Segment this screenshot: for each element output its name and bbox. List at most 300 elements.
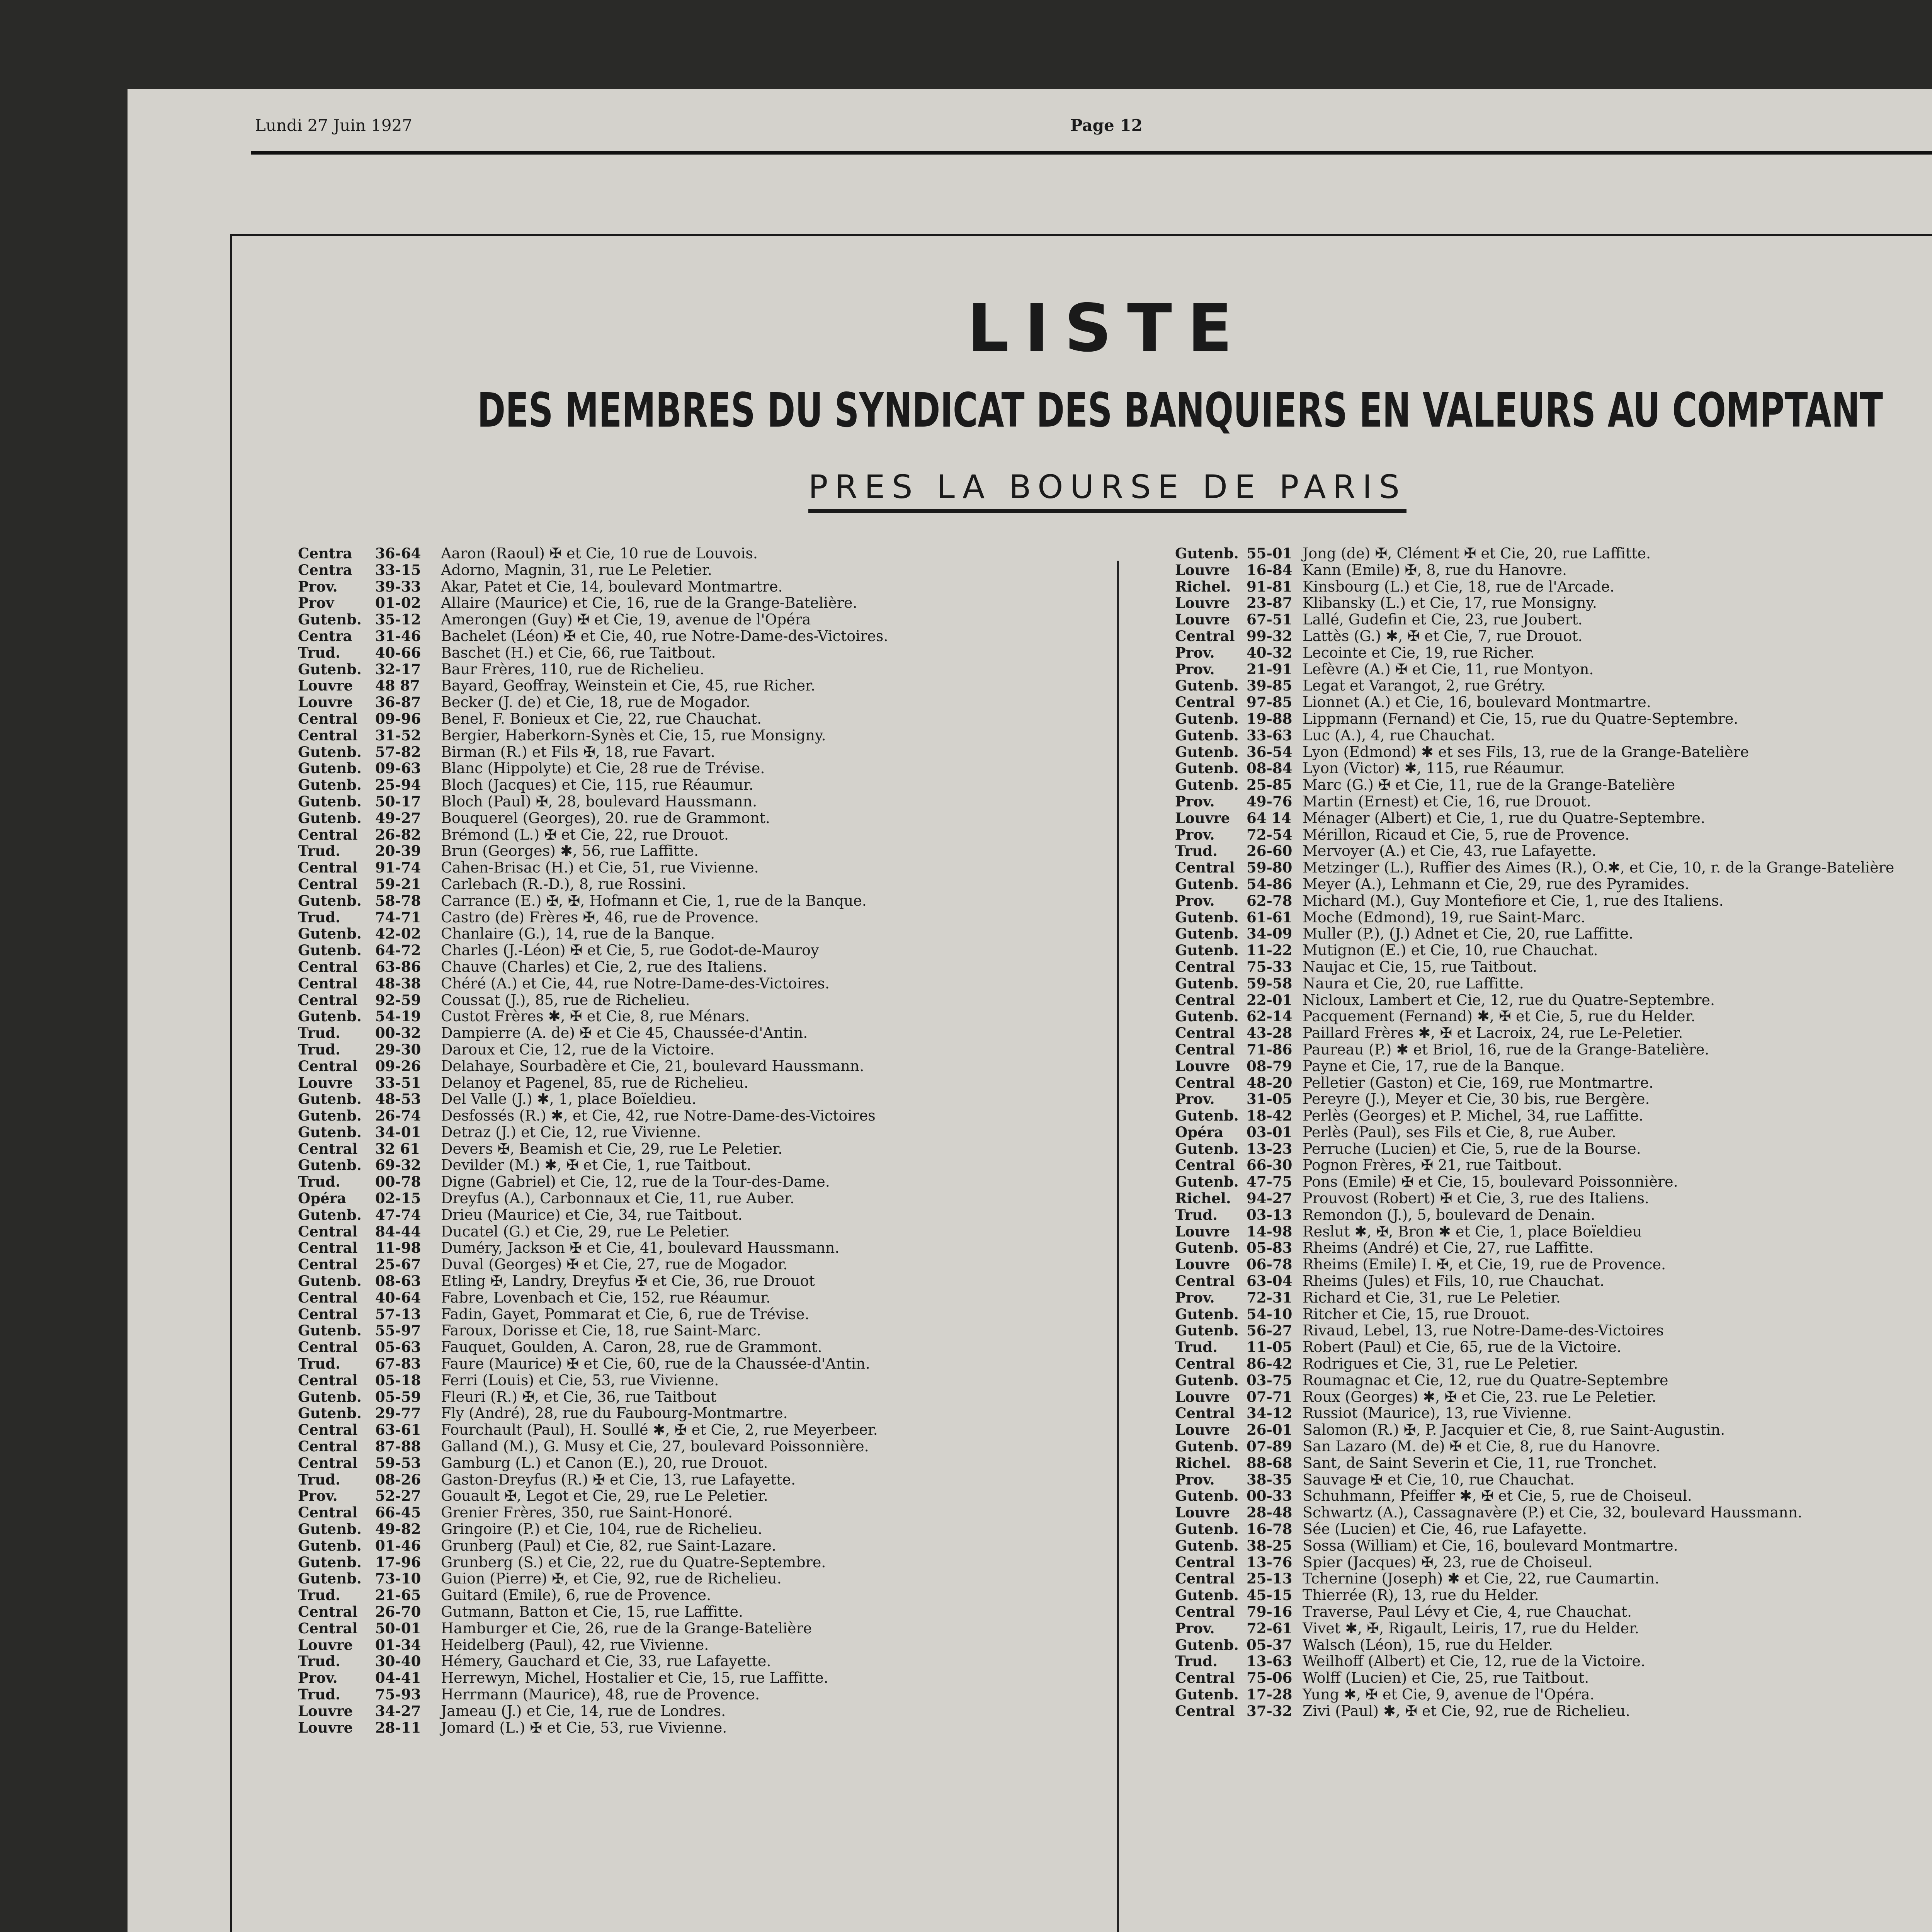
member-name: Reslut ✱, ✠, Bron ✱ et Cie, 1, place Boïeldieu bbox=[1303, 1223, 1642, 1240]
member-row bbox=[1175, 1256, 1932, 1273]
member-name: Ferri (Louis) et Cie, 53, rue Vivienne. bbox=[441, 1372, 719, 1389]
member-phone: 66-45 bbox=[375, 1504, 421, 1521]
member-name: Gringoire (P.) et Cie, 104, rue de Richelieu. bbox=[441, 1521, 762, 1537]
member-name: Meyer (A.), Lehmann et Cie, 29, rue des Pyramides. bbox=[1303, 876, 1690, 893]
member-exchange: Gutenb. bbox=[1175, 545, 1239, 562]
member-exchange: Louvre bbox=[298, 1636, 353, 1653]
member-row bbox=[1175, 909, 1932, 926]
member-exchange: Gutenb. bbox=[1175, 1372, 1239, 1389]
member-exchange: Gutenb. bbox=[298, 810, 362, 827]
member-row bbox=[1175, 1355, 1932, 1372]
member-name: Fauquet, Goulden, A. Caron, 28, rue de Grammont. bbox=[441, 1339, 822, 1356]
members-right-column bbox=[1175, 545, 1932, 1719]
member-name: Adorno, Magnin, 31, rue Le Peletier. bbox=[441, 561, 712, 578]
member-phone: 75-93 bbox=[375, 1686, 421, 1703]
member-name: Bloch (Paul) ✠, 28, boulevard Haussmann. bbox=[441, 793, 757, 810]
member-row bbox=[298, 1405, 1210, 1422]
member-exchange: Gutenb. bbox=[298, 1521, 362, 1537]
member-row bbox=[298, 975, 1210, 992]
member-phone: 52-27 bbox=[375, 1488, 421, 1505]
member-exchange: Prov. bbox=[1175, 826, 1215, 843]
member-phone: 92-59 bbox=[375, 992, 421, 1009]
member-phone: 00-32 bbox=[375, 1025, 421, 1041]
member-row bbox=[1175, 992, 1932, 1009]
member-name: Fadin, Gayet, Pommarat et Cie, 6, rue de Trévise. bbox=[441, 1306, 810, 1323]
member-name: Martin (Ernest) et Cie, 16, rue Drouot. bbox=[1303, 793, 1591, 810]
member-row bbox=[1175, 1289, 1932, 1306]
member-exchange: Louvre bbox=[1175, 1058, 1230, 1075]
member-name: San Lazaro (M. de) ✠ et Cie, 8, rue du Hanovre. bbox=[1303, 1438, 1660, 1455]
member-row bbox=[298, 1719, 1210, 1736]
member-name: Spier (Jacques) ✠, 23, rue de Choiseul. bbox=[1303, 1554, 1593, 1571]
member-phone: 47-74 bbox=[375, 1206, 421, 1223]
member-row bbox=[298, 645, 1210, 661]
member-phone: 48-20 bbox=[1247, 1074, 1293, 1091]
member-exchange: Richel. bbox=[1175, 1454, 1231, 1471]
member-exchange: Gutenb. bbox=[1175, 909, 1239, 926]
member-exchange: Gutenb. bbox=[298, 743, 362, 760]
member-exchange: Centra bbox=[298, 545, 352, 562]
title-liste: LISTE bbox=[967, 290, 1248, 367]
member-name: Thierrée (R), 13, rue du Helder. bbox=[1303, 1587, 1539, 1604]
member-exchange: Central bbox=[298, 1140, 358, 1157]
member-row bbox=[298, 1190, 1210, 1207]
member-row bbox=[298, 1339, 1210, 1355]
member-phone: 58-78 bbox=[375, 892, 421, 909]
member-phone: 50-01 bbox=[375, 1620, 421, 1637]
member-row bbox=[1175, 1207, 1932, 1223]
member-name: Lattès (G.) ✱, ✠ et Cie, 7, rue Drouot. bbox=[1303, 628, 1583, 645]
member-name: Remondon (J.), 5, boulevard de Denain. bbox=[1303, 1206, 1595, 1223]
member-row bbox=[1175, 1025, 1932, 1041]
member-exchange: Central bbox=[1175, 1702, 1235, 1719]
member-row bbox=[298, 893, 1210, 909]
member-exchange: Trud. bbox=[1175, 1653, 1218, 1670]
member-phone: 08-79 bbox=[1247, 1058, 1293, 1075]
members-left-column bbox=[298, 545, 1210, 1736]
member-name: Mérillon, Ricaud et Cie, 5, rue de Provence. bbox=[1303, 826, 1630, 843]
member-name: Legat et Varangot, 2, rue Grétry. bbox=[1303, 677, 1546, 694]
member-phone: 56-27 bbox=[1247, 1322, 1293, 1339]
member-row bbox=[298, 677, 1210, 694]
member-name: Kann (Emile) ✠, 8, rue du Hanovre. bbox=[1303, 561, 1567, 578]
member-row bbox=[298, 1686, 1210, 1703]
member-name: Coussat (J.), 85, rue de Richelieu. bbox=[441, 992, 690, 1009]
member-row bbox=[298, 1554, 1210, 1571]
member-name: Rivaud, Lebel, 13, rue Notre-Dame-des-Victoires bbox=[1303, 1322, 1664, 1339]
member-row bbox=[298, 694, 1210, 711]
member-name: Sant, de Saint Severin et Cie, 11, rue Tronchet. bbox=[1303, 1454, 1657, 1471]
member-name: Schuhmann, Pfeiffer ✱, ✠ et Cie, 5, rue de Choiseul. bbox=[1303, 1488, 1692, 1505]
member-exchange: Central bbox=[1175, 1405, 1235, 1422]
member-phone: 34-27 bbox=[375, 1702, 421, 1719]
member-phone: 40-32 bbox=[1247, 644, 1293, 661]
member-name: Mervoyer (A.) et Cie, 43, rue Lafayette. bbox=[1303, 843, 1597, 860]
member-row bbox=[298, 793, 1210, 810]
member-row bbox=[298, 1173, 1210, 1190]
member-phone: 03-13 bbox=[1247, 1206, 1293, 1223]
member-name: Custot Frères ✱, ✠ et Cie, 8, rue Ménars. bbox=[441, 1008, 750, 1025]
member-phone: 16-78 bbox=[1247, 1521, 1293, 1537]
member-phone: 05-59 bbox=[375, 1388, 421, 1405]
member-exchange: Gutenb. bbox=[298, 1554, 362, 1571]
member-name: Walsch (Léon), 15, rue du Helder. bbox=[1303, 1636, 1553, 1653]
member-name: Sée (Lucien) et Cie, 46, rue Lafayette. bbox=[1303, 1521, 1587, 1537]
member-phone: 26-01 bbox=[1247, 1422, 1293, 1439]
member-phone: 08-63 bbox=[375, 1273, 421, 1289]
member-row bbox=[298, 992, 1210, 1009]
member-row bbox=[1175, 1703, 1932, 1719]
member-name: Rheims (Emile) I. ✠, et Cie, 19, rue de Provence. bbox=[1303, 1256, 1666, 1273]
member-phone: 62-78 bbox=[1247, 892, 1293, 909]
member-phone: 13-76 bbox=[1247, 1554, 1293, 1571]
member-name: Marc (G.) ✠ et Cie, 11, rue de la Grange-Batelière bbox=[1303, 777, 1675, 793]
member-exchange: Louvre bbox=[298, 1074, 353, 1091]
member-phone: 29-77 bbox=[375, 1405, 421, 1422]
member-row bbox=[1175, 1521, 1932, 1537]
member-row bbox=[298, 909, 1210, 926]
member-name: Hémery, Gauchard et Cie, 33, rue Lafayette. bbox=[441, 1653, 771, 1670]
member-row bbox=[1175, 1091, 1932, 1107]
member-name: Duméry, Jackson ✠ et Cie, 41, boulevard Haussmann. bbox=[441, 1240, 840, 1257]
member-name: Perlès (Paul), ses Fils et Cie, 8, rue Auber. bbox=[1303, 1124, 1616, 1141]
member-row bbox=[1175, 1670, 1932, 1686]
member-row bbox=[298, 942, 1210, 959]
member-name: Zivi (Paul) ✱, ✠ et Cie, 92, rue de Richelieu. bbox=[1303, 1702, 1630, 1719]
member-row bbox=[1175, 1570, 1932, 1587]
member-name: Michard (M.), Guy Montefiore et Cie, 1, rue des Italiens. bbox=[1303, 892, 1724, 909]
member-phone: 45-15 bbox=[1247, 1587, 1293, 1604]
member-row bbox=[298, 1207, 1210, 1223]
member-row bbox=[1175, 827, 1932, 843]
member-row bbox=[1175, 545, 1932, 562]
member-phone: 40-66 bbox=[375, 644, 421, 661]
member-exchange: Louvre bbox=[1175, 595, 1230, 612]
member-row bbox=[298, 661, 1210, 678]
member-name: Tchernine (Joseph) ✱ et Cie, 22, rue Caumartin. bbox=[1303, 1570, 1660, 1587]
member-name: Carrance (E.) ✠, ✠, Hofmann et Cie, 1, rue de la Banque. bbox=[441, 892, 867, 909]
member-name: Mutignon (E.) et Cie, 10, rue Chauchat. bbox=[1303, 942, 1598, 959]
member-phone: 59-21 bbox=[375, 876, 421, 893]
member-name: Hamburger et Cie, 26, rue de la Grange-Batelière bbox=[441, 1620, 812, 1637]
member-row bbox=[1175, 1604, 1932, 1620]
member-name: Delahaye, Sourbadère et Cie, 21, boulevard Haussmann. bbox=[441, 1058, 864, 1075]
member-phone: 01-46 bbox=[375, 1537, 421, 1554]
member-name: Grenier Frères, 350, rue Saint-Honoré. bbox=[441, 1504, 733, 1521]
member-exchange: Prov. bbox=[1175, 1289, 1215, 1306]
member-name: Pacquement (Fernand) ✱, ✠ et Cie, 5, rue du Helder. bbox=[1303, 1008, 1696, 1025]
member-row bbox=[1175, 1322, 1932, 1339]
member-row bbox=[1175, 1240, 1932, 1256]
member-phone: 08-84 bbox=[1247, 760, 1293, 777]
member-phone: 39-33 bbox=[375, 578, 421, 595]
member-phone: 02-15 bbox=[375, 1190, 421, 1207]
member-phone: 79-16 bbox=[1247, 1604, 1293, 1620]
member-row bbox=[298, 1488, 1210, 1504]
member-row bbox=[298, 1620, 1210, 1637]
member-phone: 29-30 bbox=[375, 1041, 421, 1058]
member-exchange: Trud. bbox=[298, 1653, 340, 1670]
member-name: Charles (J.-Léon) ✠ et Cie, 5, rue Godot-de-Mauroy bbox=[441, 942, 819, 959]
member-exchange: Gutenb. bbox=[298, 760, 362, 777]
member-row bbox=[298, 1306, 1210, 1323]
member-row bbox=[298, 628, 1210, 645]
member-name: Bayard, Geoffray, Weinstein et Cie, 45, rue Richer. bbox=[441, 677, 816, 694]
member-phone: 54-86 bbox=[1247, 876, 1293, 893]
member-name: Sauvage ✠ et Cie, 10, rue Chauchat. bbox=[1303, 1471, 1575, 1488]
member-phone: 72-54 bbox=[1247, 826, 1293, 843]
member-name: Yung ✱, ✠ et Cie, 9, avenue de l'Opéra. bbox=[1303, 1686, 1595, 1703]
member-name: Russiot (Maurice), 13, rue Vivienne. bbox=[1303, 1405, 1572, 1422]
member-phone: 26-82 bbox=[375, 826, 421, 843]
member-row bbox=[298, 810, 1210, 827]
member-exchange: Gutenb. bbox=[298, 892, 362, 909]
member-name: Chanlaire (G.), 14, rue de la Banque. bbox=[441, 925, 715, 942]
member-exchange: Central bbox=[298, 1438, 358, 1455]
member-row bbox=[298, 1587, 1210, 1604]
member-exchange: Gutenb. bbox=[298, 1091, 362, 1108]
member-row bbox=[298, 1124, 1210, 1141]
member-phone: 63-86 bbox=[375, 958, 421, 975]
member-row bbox=[1175, 810, 1932, 827]
member-name: Chauve (Charles) et Cie, 2, rue des Italiens. bbox=[441, 958, 767, 975]
member-phone: 97-85 bbox=[1247, 694, 1293, 711]
member-row bbox=[298, 1107, 1210, 1124]
member-exchange: Gutenb. bbox=[1175, 710, 1239, 727]
member-exchange: Trud. bbox=[298, 843, 340, 860]
member-exchange: Prov. bbox=[1175, 661, 1215, 678]
member-row bbox=[298, 859, 1210, 876]
member-phone: 26-70 bbox=[375, 1604, 421, 1620]
member-phone: 32 61 bbox=[375, 1140, 420, 1157]
member-phone: 55-01 bbox=[1247, 545, 1293, 562]
member-row bbox=[1175, 925, 1932, 942]
member-row bbox=[1175, 628, 1932, 645]
member-exchange: Central bbox=[298, 992, 358, 1009]
member-exchange: Central bbox=[298, 1422, 358, 1439]
member-exchange: Trud. bbox=[1175, 1206, 1218, 1223]
member-row bbox=[1175, 1173, 1932, 1190]
member-row bbox=[1175, 611, 1932, 628]
member-name: Paureau (P.) ✱ et Briol, 16, rue de la Grange-Batelière. bbox=[1303, 1041, 1709, 1058]
member-name: Pons (Emile) ✠ et Cie, 15, boulevard Poissonnière. bbox=[1303, 1173, 1678, 1190]
member-exchange: Gutenb. bbox=[1175, 1587, 1239, 1604]
member-name: Detraz (J.) et Cie, 12, rue Vivienne. bbox=[441, 1124, 701, 1141]
member-row bbox=[298, 1422, 1210, 1438]
member-name: Lecointe et Cie, 19, rue Richer. bbox=[1303, 644, 1535, 661]
member-row bbox=[1175, 959, 1932, 975]
member-row bbox=[1175, 760, 1932, 777]
member-phone: 31-52 bbox=[375, 727, 421, 744]
member-phone: 86-42 bbox=[1247, 1355, 1293, 1372]
member-exchange: Trud. bbox=[298, 1173, 340, 1190]
member-name: Akar, Patet et Cie, 14, boulevard Montmartre. bbox=[441, 578, 783, 595]
member-phone: 40-64 bbox=[375, 1289, 421, 1306]
member-row bbox=[1175, 859, 1932, 876]
member-row bbox=[298, 1653, 1210, 1670]
member-exchange: Trud. bbox=[298, 1471, 340, 1488]
member-row bbox=[298, 1355, 1210, 1372]
member-phone: 91-74 bbox=[375, 859, 421, 876]
member-name: Fourchault (Paul), H. Soullé ✱, ✠ et Cie, 2, rue Meyerbeer. bbox=[441, 1422, 878, 1439]
member-row bbox=[298, 1521, 1210, 1537]
member-row bbox=[298, 1256, 1210, 1273]
member-name: Lippmann (Fernand) et Cie, 15, rue du Quatre-Septembre. bbox=[1303, 710, 1738, 727]
member-row bbox=[1175, 744, 1932, 760]
member-exchange: Gutenb. bbox=[298, 1157, 362, 1174]
member-name: Del Valle (J.) ✱, 1, place Boïeldieu. bbox=[441, 1091, 697, 1108]
member-phone: 01-02 bbox=[375, 595, 421, 612]
member-name: Perruche (Lucien) et Cie, 5, rue de la Bourse. bbox=[1303, 1140, 1641, 1157]
member-phone: 36-64 bbox=[375, 545, 421, 562]
member-exchange: Trud. bbox=[298, 1041, 340, 1058]
member-name: Heidelberg (Paul), 42, rue Vivienne. bbox=[441, 1636, 709, 1653]
member-exchange: Gutenb. bbox=[1175, 1636, 1239, 1653]
member-phone: 87-88 bbox=[375, 1438, 421, 1455]
member-row bbox=[1175, 1339, 1932, 1355]
member-phone: 50-17 bbox=[375, 793, 421, 810]
member-exchange: Gutenb. bbox=[1175, 1488, 1239, 1505]
member-exchange: Central bbox=[1175, 628, 1235, 645]
member-name: Lionnet (A.) et Cie, 16, boulevard Montmartre. bbox=[1303, 694, 1651, 711]
member-phone: 31-05 bbox=[1247, 1091, 1293, 1108]
member-name: Sossa (William) et Cie, 16, boulevard Montmartre. bbox=[1303, 1537, 1678, 1554]
member-exchange: Gutenb. bbox=[1175, 876, 1239, 893]
member-exchange: Prov. bbox=[1175, 892, 1215, 909]
member-name: Rheims (Jules) et Fils, 10, rue Chauchat. bbox=[1303, 1273, 1605, 1289]
member-exchange: Gutenb. bbox=[1175, 677, 1239, 694]
member-row bbox=[1175, 1587, 1932, 1604]
member-exchange: Central bbox=[1175, 958, 1235, 975]
member-phone: 31-46 bbox=[375, 628, 421, 645]
member-exchange: Central bbox=[1175, 1604, 1235, 1620]
member-phone: 28-11 bbox=[375, 1719, 421, 1736]
member-row bbox=[1175, 1223, 1932, 1240]
member-phone: 34-01 bbox=[375, 1124, 421, 1141]
header-page-number: Page 12 bbox=[1070, 116, 1143, 135]
title-syndicat: DES MEMBRES DU SYNDICAT DES BANQUIERS EN VALEURS AU COMPTANT bbox=[477, 383, 1883, 438]
member-phone: 69-32 bbox=[375, 1157, 421, 1174]
member-phone: 61-61 bbox=[1247, 909, 1293, 926]
member-exchange: Gutenb. bbox=[298, 1273, 362, 1289]
member-row bbox=[1175, 1008, 1932, 1025]
member-name: Ménager (Albert) et Cie, 1, rue du Quatre-Septembre. bbox=[1303, 810, 1706, 827]
member-name: Jomard (L.) ✠ et Cie, 53, rue Vivienne. bbox=[441, 1719, 727, 1736]
member-row bbox=[1175, 1653, 1932, 1670]
member-row bbox=[298, 1041, 1210, 1058]
member-exchange: Prov. bbox=[298, 1488, 338, 1505]
member-row bbox=[1175, 1273, 1932, 1289]
member-phone: 57-82 bbox=[375, 743, 421, 760]
member-phone: 49-76 bbox=[1247, 793, 1293, 810]
member-phone: 33-51 bbox=[375, 1074, 421, 1091]
member-row bbox=[1175, 1107, 1932, 1124]
member-phone: 30-40 bbox=[375, 1653, 421, 1670]
member-phone: 36-87 bbox=[375, 694, 421, 711]
member-exchange: Trud. bbox=[1175, 843, 1218, 860]
member-row bbox=[1175, 876, 1932, 893]
member-name: Etling ✠, Landry, Dreyfus ✠ et Cie, 36, rue Drouot bbox=[441, 1273, 815, 1289]
member-phone: 48 87 bbox=[375, 677, 420, 694]
member-row bbox=[1175, 1537, 1932, 1554]
member-phone: 00-33 bbox=[1247, 1488, 1293, 1505]
member-row bbox=[298, 1223, 1210, 1240]
member-exchange: Central bbox=[1175, 1041, 1235, 1058]
member-phone: 64-72 bbox=[375, 942, 421, 959]
member-name: Birman (R.) et Fils ✠, 18, rue Favart. bbox=[441, 743, 715, 760]
member-name: Grunberg (S.) et Cie, 22, rue du Quatre-Septembre. bbox=[441, 1554, 826, 1571]
member-phone: 25-85 bbox=[1247, 777, 1293, 793]
member-row bbox=[1175, 1058, 1932, 1075]
member-name: Ritcher et Cie, 15, rue Drouot. bbox=[1303, 1306, 1530, 1323]
member-exchange: Trud. bbox=[298, 1587, 340, 1604]
member-name: Rodrigues et Cie, 31, rue Le Peletier. bbox=[1303, 1355, 1578, 1372]
member-phone: 26-60 bbox=[1247, 843, 1293, 860]
member-row bbox=[298, 1637, 1210, 1653]
member-exchange: Gutenb. bbox=[1175, 942, 1239, 959]
member-exchange: Central bbox=[1175, 1670, 1235, 1686]
member-phone: 62-14 bbox=[1247, 1008, 1293, 1025]
member-exchange: Louvre bbox=[1175, 1388, 1230, 1405]
member-exchange: Louvre bbox=[298, 677, 353, 694]
member-row bbox=[1175, 1405, 1932, 1422]
member-exchange: Gutenb. bbox=[1175, 1322, 1239, 1339]
member-phone: 34-12 bbox=[1247, 1405, 1293, 1422]
member-phone: 01-34 bbox=[375, 1636, 421, 1653]
member-phone: 39-85 bbox=[1247, 677, 1293, 694]
member-exchange: Central bbox=[1175, 1554, 1235, 1571]
member-name: Fleuri (R.) ✠, et Cie, 36, rue Taitbout bbox=[441, 1388, 717, 1405]
member-exchange: Trud. bbox=[298, 644, 340, 661]
member-exchange: Central bbox=[1175, 694, 1235, 711]
member-phone: 03-01 bbox=[1247, 1124, 1293, 1141]
member-name: Aaron (Raoul) ✠ et Cie, 10 rue de Louvois. bbox=[441, 545, 758, 562]
member-exchange: Central bbox=[298, 1339, 358, 1356]
member-exchange: Central bbox=[298, 1604, 358, 1620]
member-name: Lefèvre (A.) ✠ et Cie, 11, rue Montyon. bbox=[1303, 661, 1594, 678]
member-name: Blanc (Hippolyte) et Cie, 28 rue de Trévise. bbox=[441, 760, 765, 777]
member-exchange: Gutenb. bbox=[1175, 1537, 1239, 1554]
member-row bbox=[1175, 1124, 1932, 1141]
member-name: Herrmann (Maurice), 48, rue de Provence. bbox=[441, 1686, 760, 1703]
member-exchange: Trud. bbox=[1175, 1339, 1218, 1356]
member-exchange: Gutenb. bbox=[298, 1537, 362, 1554]
member-name: Rheims (André) et Cie, 27, rue Laffitte. bbox=[1303, 1240, 1594, 1257]
member-exchange: Gutenb. bbox=[1175, 1173, 1239, 1190]
member-row bbox=[298, 1141, 1210, 1157]
member-name: Gouault ✠, Legot et Cie, 29, rue Le Peletier. bbox=[441, 1488, 768, 1505]
member-phone: 07-89 bbox=[1247, 1438, 1293, 1455]
member-exchange: Central bbox=[298, 1620, 358, 1637]
member-name: Bachelet (Léon) ✠ et Cie, 40, rue Notre-Dame-des-Victoires. bbox=[441, 628, 888, 645]
member-row bbox=[1175, 1438, 1932, 1455]
member-row bbox=[298, 843, 1210, 859]
member-name: Brémond (L.) ✠ et Cie, 22, rue Drouot. bbox=[441, 826, 729, 843]
member-phone: 20-39 bbox=[375, 843, 421, 860]
member-exchange: Central bbox=[1175, 1273, 1235, 1289]
member-row bbox=[298, 611, 1210, 628]
member-phone: 11-22 bbox=[1247, 942, 1293, 959]
member-row bbox=[298, 1058, 1210, 1075]
member-phone: 48-38 bbox=[375, 975, 421, 992]
header-date: Lundi 27 Juin 1927 bbox=[255, 116, 413, 135]
member-phone: 09-96 bbox=[375, 710, 421, 727]
member-phone: 05-18 bbox=[375, 1372, 421, 1389]
member-phone: 59-58 bbox=[1247, 975, 1293, 992]
member-exchange: Gutenb. bbox=[298, 611, 362, 628]
member-phone: 18-42 bbox=[1247, 1107, 1293, 1124]
member-name: Lallé, Gudefin et Cie, 23, rue Joubert. bbox=[1303, 611, 1583, 628]
